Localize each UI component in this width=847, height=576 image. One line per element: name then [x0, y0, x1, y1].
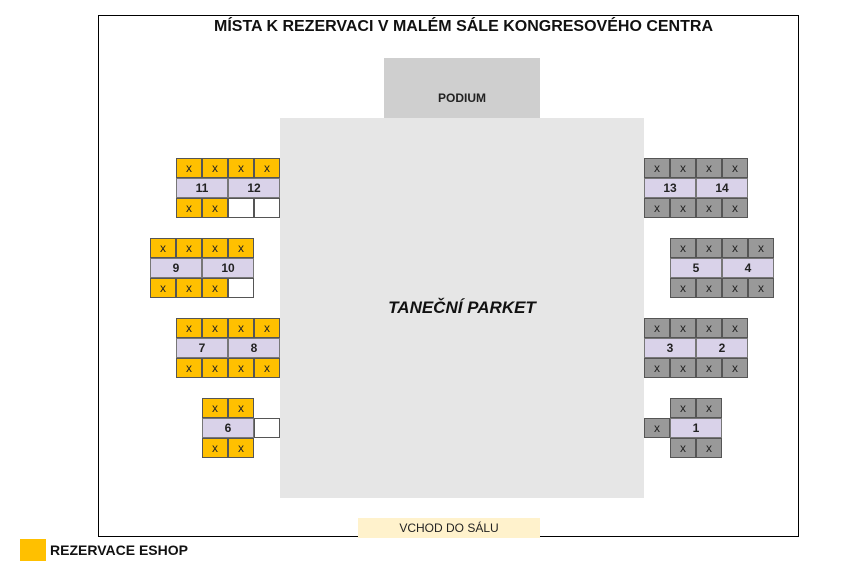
seat-t10-4[interactable] — [228, 278, 254, 298]
legend-swatch — [20, 539, 46, 561]
seat-t11-3[interactable]: x — [176, 198, 202, 218]
seat-t14-1[interactable]: x — [696, 158, 722, 178]
seat-t3-2[interactable]: x — [670, 318, 696, 338]
seat-t2-2[interactable]: x — [722, 318, 748, 338]
seat-t14-4[interactable]: x — [722, 198, 748, 218]
seat-t13-4[interactable]: x — [670, 198, 696, 218]
seat-t14-2[interactable]: x — [722, 158, 748, 178]
seat-t11-1[interactable]: x — [176, 158, 202, 178]
seat-t6-end[interactable] — [254, 418, 280, 438]
seat-t13-1[interactable]: x — [644, 158, 670, 178]
seat-t11-2[interactable]: x — [202, 158, 228, 178]
seat-t9-2[interactable]: x — [176, 238, 202, 258]
seat-t2-1[interactable]: x — [696, 318, 722, 338]
dance-floor: TANEČNÍ PARKET — [280, 118, 644, 498]
page-title: MÍSTA K REZERVACI V MALÉM SÁLE KONGRESOVÉHO CENTRA — [214, 18, 713, 35]
table-1[interactable]: 1 — [670, 418, 722, 438]
table-11[interactable]: 11 — [176, 178, 228, 198]
seat-t6-2[interactable]: x — [228, 398, 254, 418]
seat-t8-3[interactable]: x — [228, 358, 254, 378]
seat-t8-4[interactable]: x — [254, 358, 280, 378]
seat-t6-3[interactable]: x — [202, 438, 228, 458]
table-2[interactable]: 2 — [696, 338, 748, 358]
seat-t6-4[interactable]: x — [228, 438, 254, 458]
seat-t1-end[interactable]: x — [644, 418, 670, 438]
seat-t4-3[interactable]: x — [722, 278, 748, 298]
seat-t12-1[interactable]: x — [228, 158, 254, 178]
seat-t7-4[interactable]: x — [202, 358, 228, 378]
seat-t3-1[interactable]: x — [644, 318, 670, 338]
seat-t13-3[interactable]: x — [644, 198, 670, 218]
seat-t4-1[interactable]: x — [722, 238, 748, 258]
seat-t10-2[interactable]: x — [228, 238, 254, 258]
seat-t13-2[interactable]: x — [670, 158, 696, 178]
table-14[interactable]: 14 — [696, 178, 748, 198]
seat-t9-3[interactable]: x — [150, 278, 176, 298]
hall-entrance: VCHOD DO SÁLU — [358, 518, 540, 538]
table-8[interactable]: 8 — [228, 338, 280, 358]
seat-t7-1[interactable]: x — [176, 318, 202, 338]
table-3[interactable]: 3 — [644, 338, 696, 358]
seat-t10-3[interactable]: x — [202, 278, 228, 298]
seat-t1-1[interactable]: x — [670, 398, 696, 418]
seat-t2-4[interactable]: x — [722, 358, 748, 378]
table-9[interactable]: 9 — [150, 258, 202, 278]
seat-t2-3[interactable]: x — [696, 358, 722, 378]
seat-t9-1[interactable]: x — [150, 238, 176, 258]
seat-t9-4[interactable]: x — [176, 278, 202, 298]
seat-t11-4[interactable]: x — [202, 198, 228, 218]
seat-t10-1[interactable]: x — [202, 238, 228, 258]
seat-t7-3[interactable]: x — [176, 358, 202, 378]
seat-t3-3[interactable]: x — [644, 358, 670, 378]
table-4[interactable]: 4 — [722, 258, 774, 278]
seat-t14-3[interactable]: x — [696, 198, 722, 218]
seat-t8-2[interactable]: x — [254, 318, 280, 338]
table-12[interactable]: 12 — [228, 178, 280, 198]
seat-t5-4[interactable]: x — [696, 278, 722, 298]
table-13[interactable]: 13 — [644, 178, 696, 198]
seat-t8-1[interactable]: x — [228, 318, 254, 338]
seat-t12-2[interactable]: x — [254, 158, 280, 178]
seat-t5-3[interactable]: x — [670, 278, 696, 298]
seat-t1-4[interactable]: x — [696, 438, 722, 458]
seat-t12-4[interactable] — [254, 198, 280, 218]
table-5[interactable]: 5 — [670, 258, 722, 278]
table-6[interactable]: 6 — [202, 418, 254, 438]
table-10[interactable]: 10 — [202, 258, 254, 278]
seat-t4-4[interactable]: x — [748, 278, 774, 298]
table-7[interactable]: 7 — [176, 338, 228, 358]
seat-t4-2[interactable]: x — [748, 238, 774, 258]
seat-t7-2[interactable]: x — [202, 318, 228, 338]
seat-t1-2[interactable]: x — [696, 398, 722, 418]
legend-label: REZERVACE ESHOP — [50, 542, 188, 558]
seat-t5-2[interactable]: x — [696, 238, 722, 258]
seat-t12-3[interactable] — [228, 198, 254, 218]
seat-t5-1[interactable]: x — [670, 238, 696, 258]
seat-t6-1[interactable]: x — [202, 398, 228, 418]
podium: PODIUM — [384, 58, 540, 138]
seat-t3-4[interactable]: x — [670, 358, 696, 378]
seat-t1-3[interactable]: x — [670, 438, 696, 458]
